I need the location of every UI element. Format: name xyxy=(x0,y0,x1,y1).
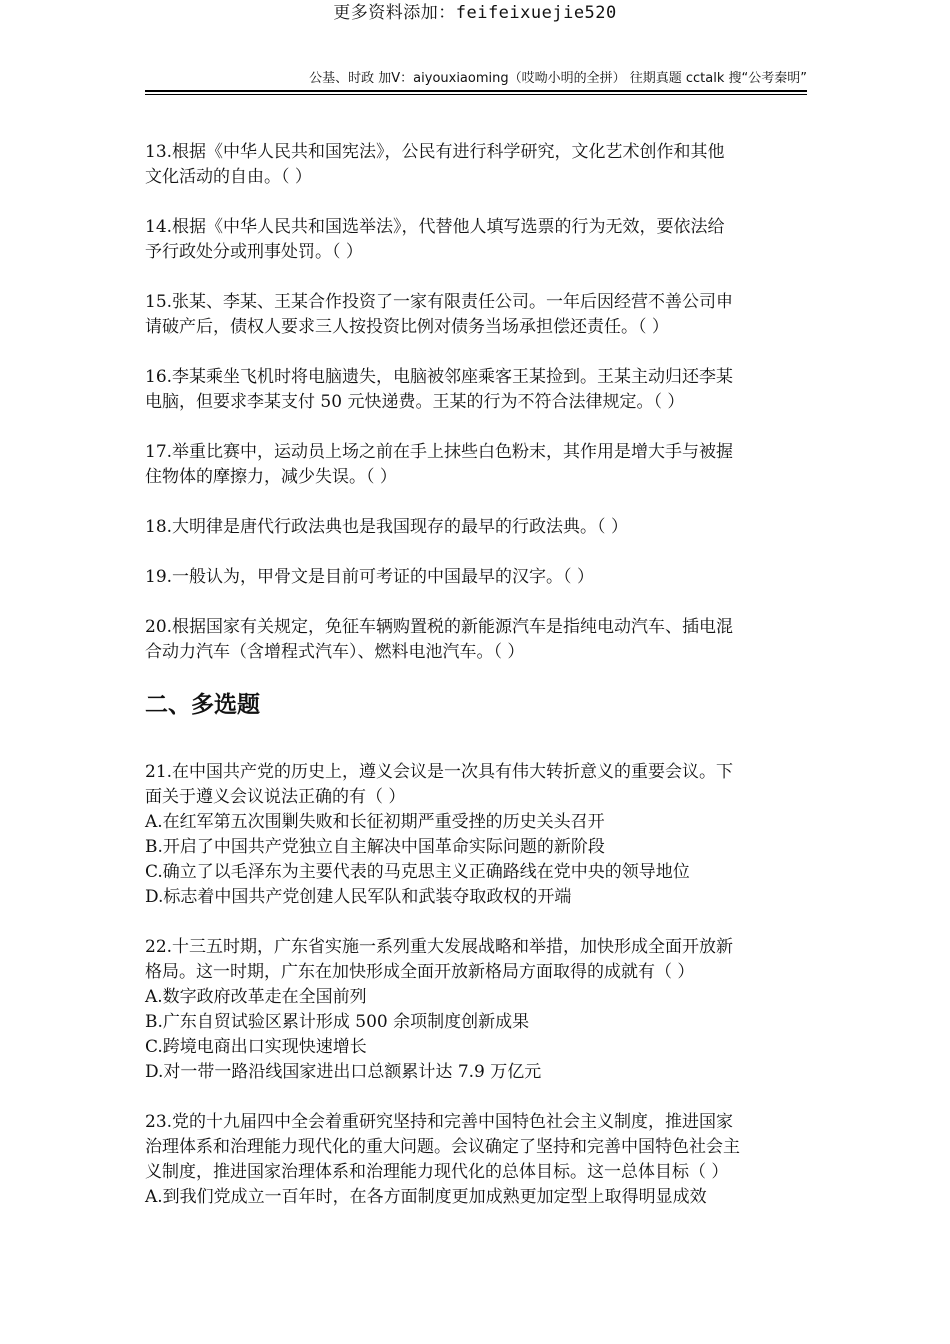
option-c: C.确立了以毛泽东为主要代表的马克思主义正确路线在党中央的领导地位 xyxy=(145,862,690,882)
question-16 xyxy=(145,365,809,415)
option-a: A.数字政府改革走在全国前列 xyxy=(145,987,367,1007)
question-13 xyxy=(145,140,809,190)
question-line: 23.党的十九届四中全会着重研究坚持和完善中国特色社会主义制度，推进国家 xyxy=(145,1112,734,1132)
question-line: 予行政处分或刑事处罚。（ ） xyxy=(145,242,363,262)
question-line: 18.大明律是唐代行政法典也是我国现存的最早的行政法典。（ ） xyxy=(145,517,628,537)
question-19 xyxy=(145,565,809,590)
question-line: 22.十三五时期，广东省实施一系列重大发展战略和举措，加快形成全面开放新 xyxy=(145,937,734,957)
question-line: 19.一般认为，甲骨文是目前可考证的中国最早的汉字。（ ） xyxy=(145,567,594,587)
question-15 xyxy=(145,290,809,340)
question-line: 13.根据《中华人民共和国宪法》，公民有进行科学研究，文化艺术创作和其他 xyxy=(145,142,725,162)
question-line: 21.在中国共产党的历史上，遵义会议是一次具有伟大转折意义的重要会议。下 xyxy=(145,762,734,782)
question-line: 14.根据《中华人民共和国选举法》，代替他人填写选票的行为无效，要依法给 xyxy=(145,217,725,237)
question-17 xyxy=(145,440,809,490)
question-line: 格局。这一时期，广东在加快形成全面开放新格局方面取得的成就有（ ） xyxy=(145,962,695,982)
header-rule-thin xyxy=(145,94,807,95)
question-23 xyxy=(145,1110,809,1210)
option-d: D.标志着中国共产党创建人民军队和武装夺取政权的开端 xyxy=(145,887,572,907)
question-line: 16.李某乘坐飞机时将电脑遗失，电脑被邻座乘客王某捡到。王某主动归还李某 xyxy=(145,367,734,387)
question-line: 合动力汽车（含增程式汽车）、燃料电池汽车。（ ） xyxy=(145,642,525,662)
question-18 xyxy=(145,515,809,540)
option-b: B.开启了中国共产党独立自主解决中国革命实际问题的新阶段 xyxy=(145,837,605,857)
question-21 xyxy=(145,760,809,910)
page-header: 公基、时政 加V：aiyouxiaoming（哎呦小明的全拼） 往期真题 cctalk 搜“公考秦明” xyxy=(309,71,807,86)
question-line: 面关于遵义会议说法正确的有（ ） xyxy=(145,787,406,807)
option-b: B.广东自贸试验区累计形成 500 余项制度创新成果 xyxy=(145,1012,530,1032)
option-d: D.对一带一路沿线国家进出口总额累计达 7.9 万亿元 xyxy=(145,1062,542,1082)
section-title: 二、多选题 xyxy=(145,692,260,718)
option-c: C.跨境电商出口实现快速增长 xyxy=(145,1037,367,1057)
document-body xyxy=(145,140,809,1235)
question-line: 电脑，但要求李某支付 50 元快递费。王某的行为不符合法律规定。（ ） xyxy=(145,392,685,412)
question-20 xyxy=(145,615,809,665)
question-line: 15.张某、李某、王某合作投资了一家有限责任公司。一年后因经营不善公司申 xyxy=(145,292,734,312)
question-line: 治理体系和治理能力现代化的重大问题。会议确定了坚持和完善中国特色社会主 xyxy=(145,1137,740,1157)
question-line: 20.根据国家有关规定，免征车辆购置税的新能源汽车是指纯电动汽车、插电混 xyxy=(145,617,734,637)
question-line: 义制度，推进国家治理体系和治理能力现代化的总体目标。这一总体目标（ ） xyxy=(145,1162,729,1182)
question-22 xyxy=(145,935,809,1085)
top-banner: 更多资料添加：feifeixuejie520 xyxy=(333,3,617,23)
question-line: 住物体的摩擦力，减少失误。（ ） xyxy=(145,467,397,487)
option-a: A.在红军第五次围剿失败和长征初期严重受挫的历史关头召开 xyxy=(145,812,605,832)
question-line: 17.举重比赛中，运动员上场之前在手上抹些白色粉末，其作用是增大手与被握 xyxy=(145,442,734,462)
question-line: 文化活动的自由。（ ） xyxy=(145,167,312,187)
header-rule-thick xyxy=(145,90,807,92)
question-14 xyxy=(145,215,809,265)
option-a: A.到我们党成立一百年时，在各方面制度更加成熟更加定型上取得明显成效 xyxy=(145,1187,707,1207)
question-line: 请破产后，债权人要求三人按投资比例对债务当场承担偿还责任。（ ） xyxy=(145,317,669,337)
